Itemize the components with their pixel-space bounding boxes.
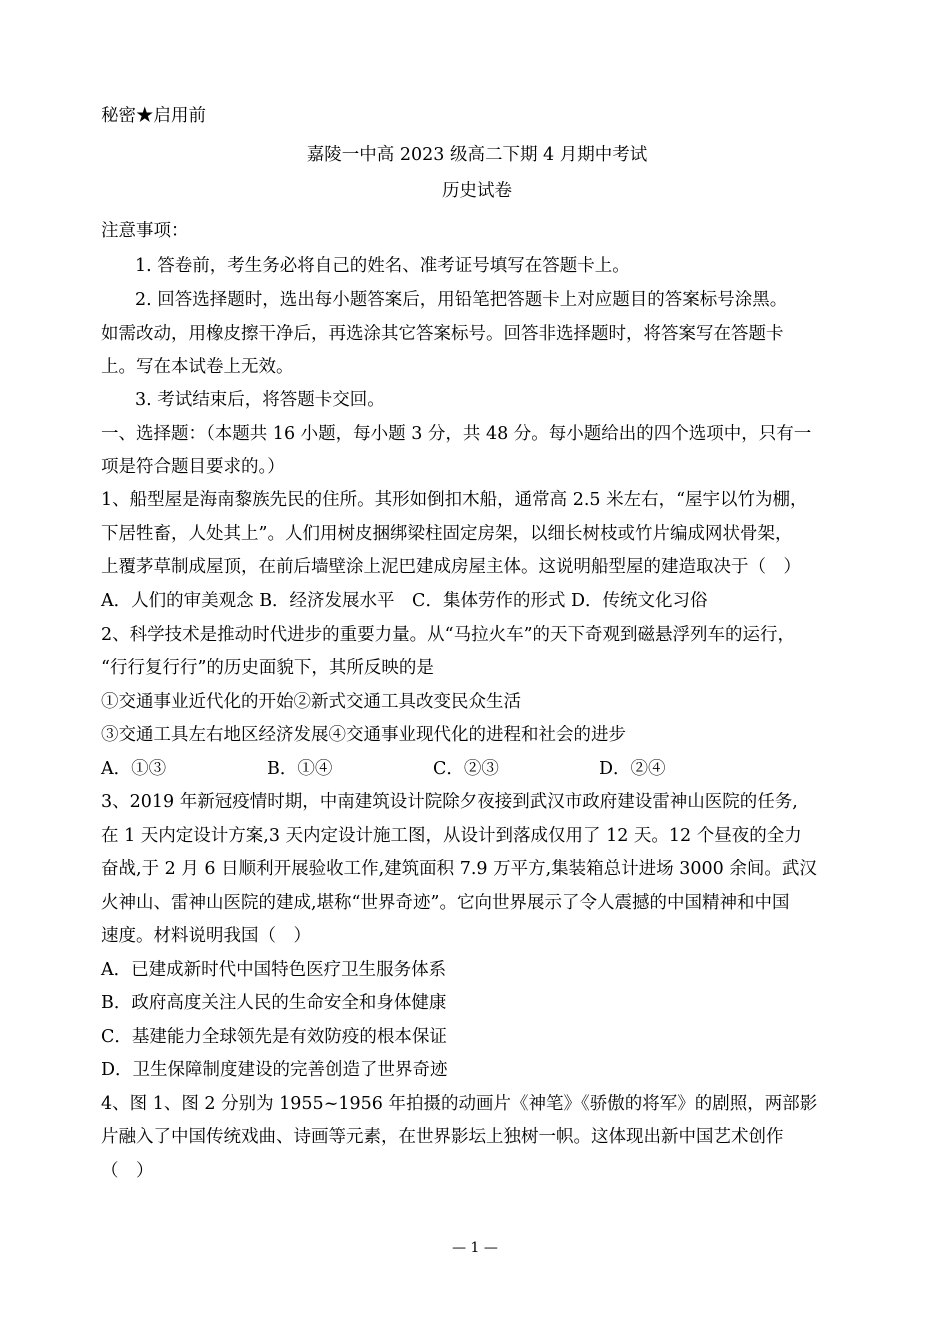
q3-option-c: C．基建能力全球领先是有效防疫的根本保证 [101, 1027, 447, 1047]
q1-line-3: 上覆茅草制成屋顶，在前后墙壁涂上泥巴建成房屋主体。这说明船型屋的建造取决于（ ） [101, 557, 801, 577]
q3-line-2: 在 1 天内定设计方案,3 天内定设计施工图，从设计到落成仅用了 12 天。12 个昼夜的全力 [101, 826, 802, 846]
q1-line-2: 下居牲畜，人处其上”。人们用树皮捆绑梁柱固定房架，以细长树枝或竹片编成网状骨架， [101, 524, 793, 544]
q1-line-1: 1、船型屋是海南黎族先民的住所。其形如倒扣木船，通常高 2.5 米左右，“屋宇以竹为棚， [101, 490, 808, 510]
section-1-heading-cont: 项是符合题目要求的。） [101, 457, 285, 477]
notes-item-2-line-2: 如需改动，用橡皮擦干净后，再选涂其它答案标号。回答非选择题时，将答案写在答题卡 [101, 324, 784, 344]
q3-option-a: A．已建成新时代中国特色医疗卫生服务体系 [101, 960, 447, 980]
q2-option-b: B．①④ [267, 759, 333, 779]
q3-line-3: 奋战,于 2 月 6 日顺利开展验收工作,建筑面积 7.9 万平方,集装箱总计进场 3000 余间。武汉 [101, 859, 817, 879]
q3-line-5: 速度。材料说明我国（ ） [101, 926, 311, 946]
q2-options [101, 757, 853, 781]
q3-option-d: D．卫生保障制度建设的完善创造了世界奇迹 [101, 1060, 448, 1080]
exam-title: 嘉陵一中高 2023 级高二下期 4 月期中考试 [306, 145, 648, 165]
notes-item-2-line-1: 2. 回答选择题时，选出每小题答案后，用铅笔把答题卡上对应题目的答案标号涂黑。 [135, 290, 788, 310]
q2-line-1: 2、科学技术是推动时代进步的重要力量。从“马拉火车”的天下奇观到磁悬浮列车的运行， [101, 625, 796, 645]
secrecy-label: 秘密★启用前 [101, 106, 206, 126]
q3-line-1: 3、2019 年新冠疫情时期，中南建筑设计院除夕夜接到武汉市政府建设雷神山医院的任务, [101, 792, 798, 812]
subject-title: 历史试卷 [442, 181, 512, 201]
q2-option-c: C．②③ [433, 759, 499, 779]
q4-line-3: （ ） [101, 1161, 154, 1181]
q2-statements-2: ③交通工具左右地区经济发展④交通事业现代化的进程和社会的进步 [101, 725, 626, 745]
q1-options: A．人们的审美观念 B．经济发展水平 C．集体劳作的形式 D．传统文化习俗 [101, 591, 708, 611]
q3-option-b: B．政府高度关注人民的生命安全和身体健康 [101, 993, 447, 1013]
notes-item-1: 1. 答卷前，考生务必将自己的姓名、准考证号填写在答题卡上。 [135, 256, 630, 276]
notes-item-2-line-3: 上。写在本试卷上无效。 [101, 357, 294, 377]
q2-line-2: “行行复行行”的历史面貌下，其所反映的是 [101, 658, 434, 678]
q2-option-a: A．①③ [101, 759, 167, 779]
notes-heading: 注意事项： [101, 221, 189, 241]
q2-option-d: D．②④ [599, 759, 666, 779]
q4-line-1: 4、图 1、图 2 分别为 1955~1956 年拍摄的动画片《神笔》《骄傲的将军》的剧照，两部影 [101, 1094, 818, 1114]
q3-line-4: 火神山、雷神山医院的建成,堪称“世界奇迹”。它向世界展示了令人震撼的中国精神和中国 [101, 893, 790, 913]
page-number: — 1 — [452, 1240, 498, 1256]
q2-statements-1: ①交通事业近代化的开始②新式交通工具改变民众生活 [101, 692, 521, 712]
notes-item-3: 3. 考试结束后，将答题卡交回。 [135, 390, 385, 410]
q4-line-2: 片融入了中国传统戏曲、诗画等元素，在世界影坛上独树一帜。这体现出新中国艺术创作 [101, 1127, 784, 1147]
section-1-heading: 一、选择题：（本题共 16 小题，每小题 3 分，共 48 分。每小题给出的四个选项中，只有一 [101, 424, 812, 444]
